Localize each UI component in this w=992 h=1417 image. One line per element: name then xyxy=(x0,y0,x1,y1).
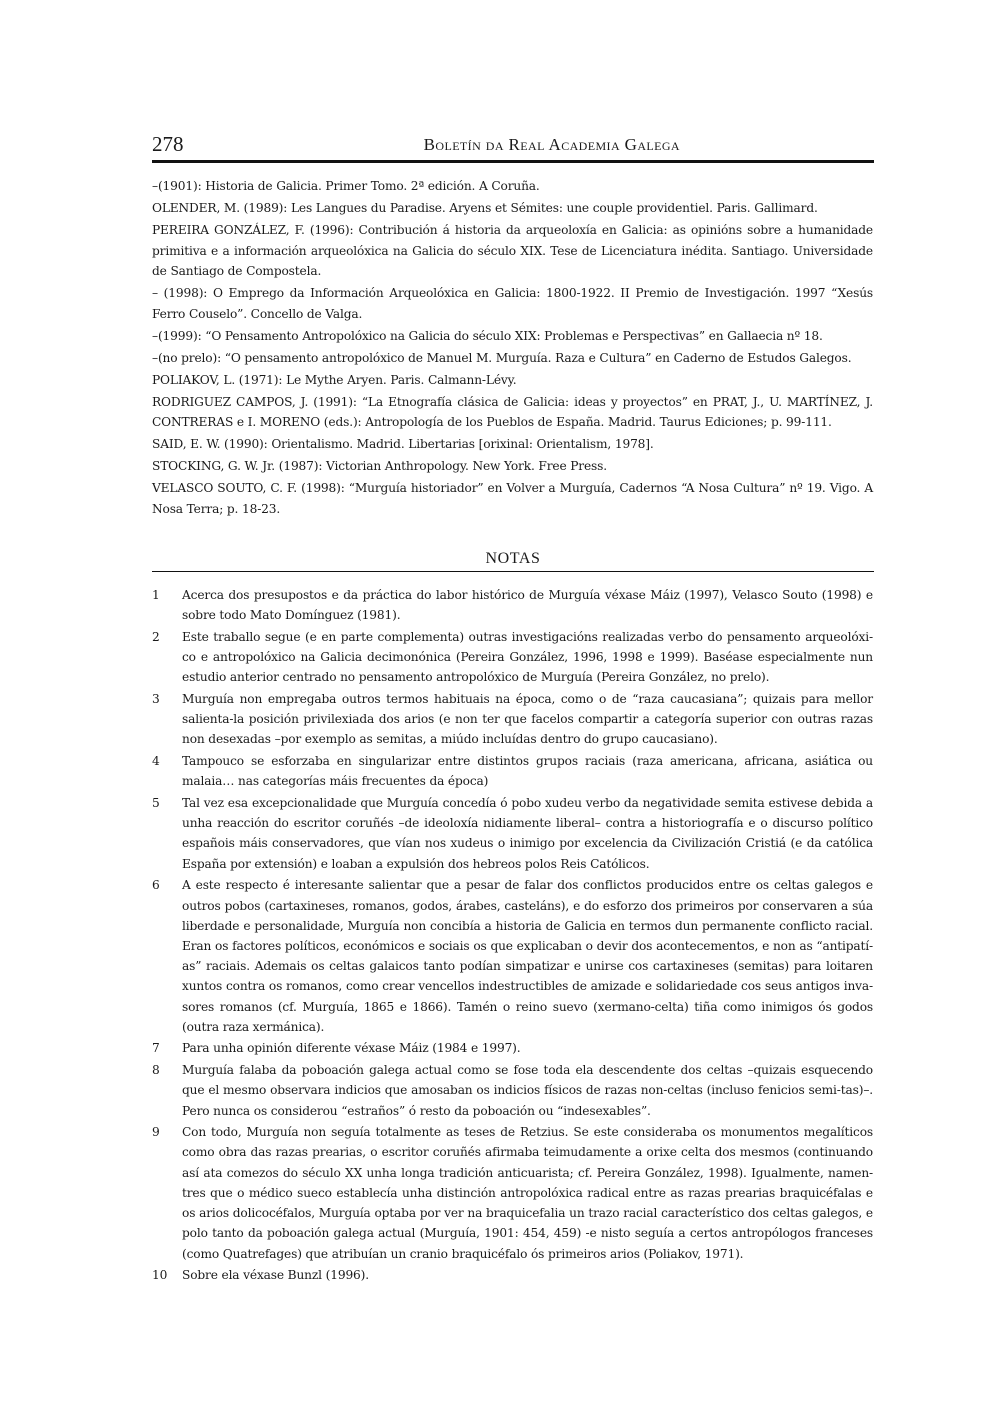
note-number: 4 xyxy=(152,754,160,769)
notes-rule xyxy=(152,571,874,572)
reference-entry: PEREIRA GONZÁLEZ, F. (1996): Contribución á historia da arqueoloxía en Galicia: as opinións sobre a humanidade primitiva e a información arqueolóxica na Galicia do século XIX. Tese de Licenciatura inédita. Santiago. Universidade de Santiago de Compostela. xyxy=(152,223,873,278)
note-item xyxy=(152,1060,873,1121)
note-number: 9 xyxy=(152,1125,160,1140)
note-text: Acerca dos presupostos e da práctica do labor histórico de Murguía véxase Máiz (1997), Velasco Souto (1998) e sobre todo Mato Domínguez (1981). xyxy=(182,588,873,623)
note-number: 7 xyxy=(152,1041,160,1056)
journal-title: Boletín da Real Academia Galega xyxy=(423,135,680,154)
note-number: 8 xyxy=(152,1063,160,1078)
note-text: Murguía non empregaba outros termos habituais na época, como o de “raza caucasiana”; quizais para mellor salienta-la posición privilexiada dos arios (e non ter que facelos compartir a categoría superior con outras razas non desexadas –por exemplo as semitas, a miúdo incluídas dentro do grupo caucasiano). xyxy=(182,692,873,747)
note-number: 3 xyxy=(152,692,160,707)
reference-entry: POLIAKOV, L. (1971): Le Mythe Aryen. Paris. Calmann-Lévy. xyxy=(152,372,517,387)
reference-entry: –(1999): “O Pensamento Antropolóxico na Galicia do século XIX: Problemas e Perspectivas” en Gallaecia nº 18. xyxy=(152,328,823,343)
note-item xyxy=(152,793,873,874)
reference-entry: VELASCO SOUTO, C. F. (1998): “Murguía historiador” en Volver a Murguía, Cadernos “A Nosa Cultura” nº 19. Vigo. A Nosa Terra; p. 18-23. xyxy=(152,481,873,516)
note-item xyxy=(152,585,873,625)
note-item xyxy=(152,1038,873,1058)
note-number: 6 xyxy=(152,878,160,893)
page-header xyxy=(152,130,874,160)
note-text: A este respecto é interesante salientar que a pesar de falar dos conflictos producidos entre os celtas galegos e outros pobos (cartaxineses, romanos, godos, árabes, casteláns), e do esforzo dos primeiros por conservaren a súa liberdade e personalidade, Murguía non concibía a historia de Galicia en termos dun permanente conflicto racial. Eran os factores políticos, económicos e sociais os que explicaban o devir dos acontecementos, e non as “antipatí-as” raciais. Ademais os celtas galaicos tanto podían simpatizar e unirse cos cartaxineses (semitas) para loitaren xuntos contra os romanos, como crear vencellos indestructibles de amizade e solidariedade cos seus antigos inva-sores romanos (cf. Murguía, 1865 e 1866). Tamén o reino suevo (xermano-celta) tiña como inimigos ós godos (outra raza xermánica). xyxy=(182,878,873,1034)
note-text: Sobre ela véxase Bunzl (1996). xyxy=(182,1268,369,1283)
reference-entry: –(1901): Historia de Galicia. Primer Tomo. 2ª edición. A Coruña. xyxy=(152,179,540,193)
page-number: 278 xyxy=(152,132,184,156)
reference-entry: OLENDER, M. (1989): Les Langues du Paradise. Aryens et Sémites: une couple providentiel. Paris. Gallimard. xyxy=(152,201,818,215)
reference-entry: STOCKING, G. W. Jr. (1987): Victorian Anthropology. New York. Free Press. xyxy=(152,459,607,473)
notes-list xyxy=(152,585,873,1287)
reference-entry: – (1998): O Emprego da Información Arqueolóxica en Galicia: 1800-1922. II Premio de Investigación. 1997 “Xesús Ferro Couselo”. Concello de Valga. xyxy=(152,286,873,321)
note-item xyxy=(152,751,873,791)
reference-entry: SAID, E. W. (1990): Orientalismo. Madrid. Libertarias [orixinal: Orientalism, 1978]. xyxy=(152,437,654,451)
note-text: Para unha opinión diferente véxase Máiz (1984 e 1997). xyxy=(182,1041,521,1056)
note-number: 10 xyxy=(152,1268,168,1283)
note-item xyxy=(152,875,873,1037)
note-text: Tampouco se esforzaba en singularizar entre distintos grupos raciais (raza americana, africana, asiática ou malaia… nas categorías máis frecuentes da época) xyxy=(182,754,873,789)
note-number: 5 xyxy=(152,796,160,811)
note-number: 1 xyxy=(152,588,160,602)
note-text: Murguía falaba da poboación galega actual como se fose toda ela descendente dos celtas –quizais esquecendo que el mesmo observara indicios que amosaban os indicios físicos de razas non-celtas (incluso fenicios semi-tas)–. Pero nunca os considerou “estraños” ó resto da poboación ou “indesexables”. xyxy=(182,1063,873,1118)
note-text: Este traballo segue (e en parte complementa) outras investigacións realizadas verbo do pensamento arqueolóxi-co e antropolóxico na Galicia decimonónica (Pereira González, 1996, 1998 e 1999). Baséase especialmente nun estudio anterior centrado no pensamento antropolóxico de Murguía (Pereira González, no prelo). xyxy=(182,629,873,685)
note-text: Tal vez esa excepcionalidade que Murguía concedía ó pobo xudeu verbo da negatividade semita estivese debida a unha reacción do escritor coruñés –de ideoloxía nidiamente liberal– contra a historiografía e o discurso político españois máis conservadores, que vían nos xudeus o inimigo por excelencia da Civilización Cristiá (e da católica España por extensión) e loaban a expulsión dos hebreos polos Reis Católicos. xyxy=(182,796,873,871)
note-text: Con todo, Murguía non seguía totalmente as teses de Retzius. Se este consideraba os monumentos megalíticos como obra das razas prearias, o escritor coruñés afirmaba teimudamente a orixe celta dos mesmos (continuando así ata comezos do século XX unha longa tradición anticuarista; cf. Pereira González, 1998). Igualmente, namen-tres que o médico sueco establecía unha distinción antropolóxica radical entre as razas prearias braquicéfalas e os arios dolicocéfalos, Murguía optaba por ver na braquicefalia un trazo racial característico dos celtas galegos, e polo tanto da poboación galega actual (Murguía, 1901: 454, 459) -e nisto seguía a certos antropólogos franceses (como Quatrefages) que atribuían un cranio braquicéfalo ós primeiros arios (Poliakov, 1971). xyxy=(182,1125,873,1261)
bibliography xyxy=(152,176,873,521)
note-item xyxy=(152,627,873,688)
note-item xyxy=(152,1122,873,1263)
header-rule xyxy=(152,160,874,163)
reference-entry: RODRIGUEZ CAMPOS, J. (1991): “La Etnografía clásica de Galicia: ideas y proyectos” en PRAT, J., U. MARTÍNEZ, J. CONTRERAS e I. MORENO (eds.): Antropología de los Pueblos de España. Madrid. Taurus Ediciones; p. 99-111. xyxy=(152,394,873,429)
note-item xyxy=(152,1265,873,1285)
note-item xyxy=(152,689,873,750)
note-number: 2 xyxy=(152,629,160,644)
notes-heading: NOTAS xyxy=(485,550,541,567)
reference-entry: –(no prelo): “O pensamento antropolóxico de Manuel M. Murguía. Raza e Cultura” en Caderno de Estudos Galegos. xyxy=(152,350,852,365)
